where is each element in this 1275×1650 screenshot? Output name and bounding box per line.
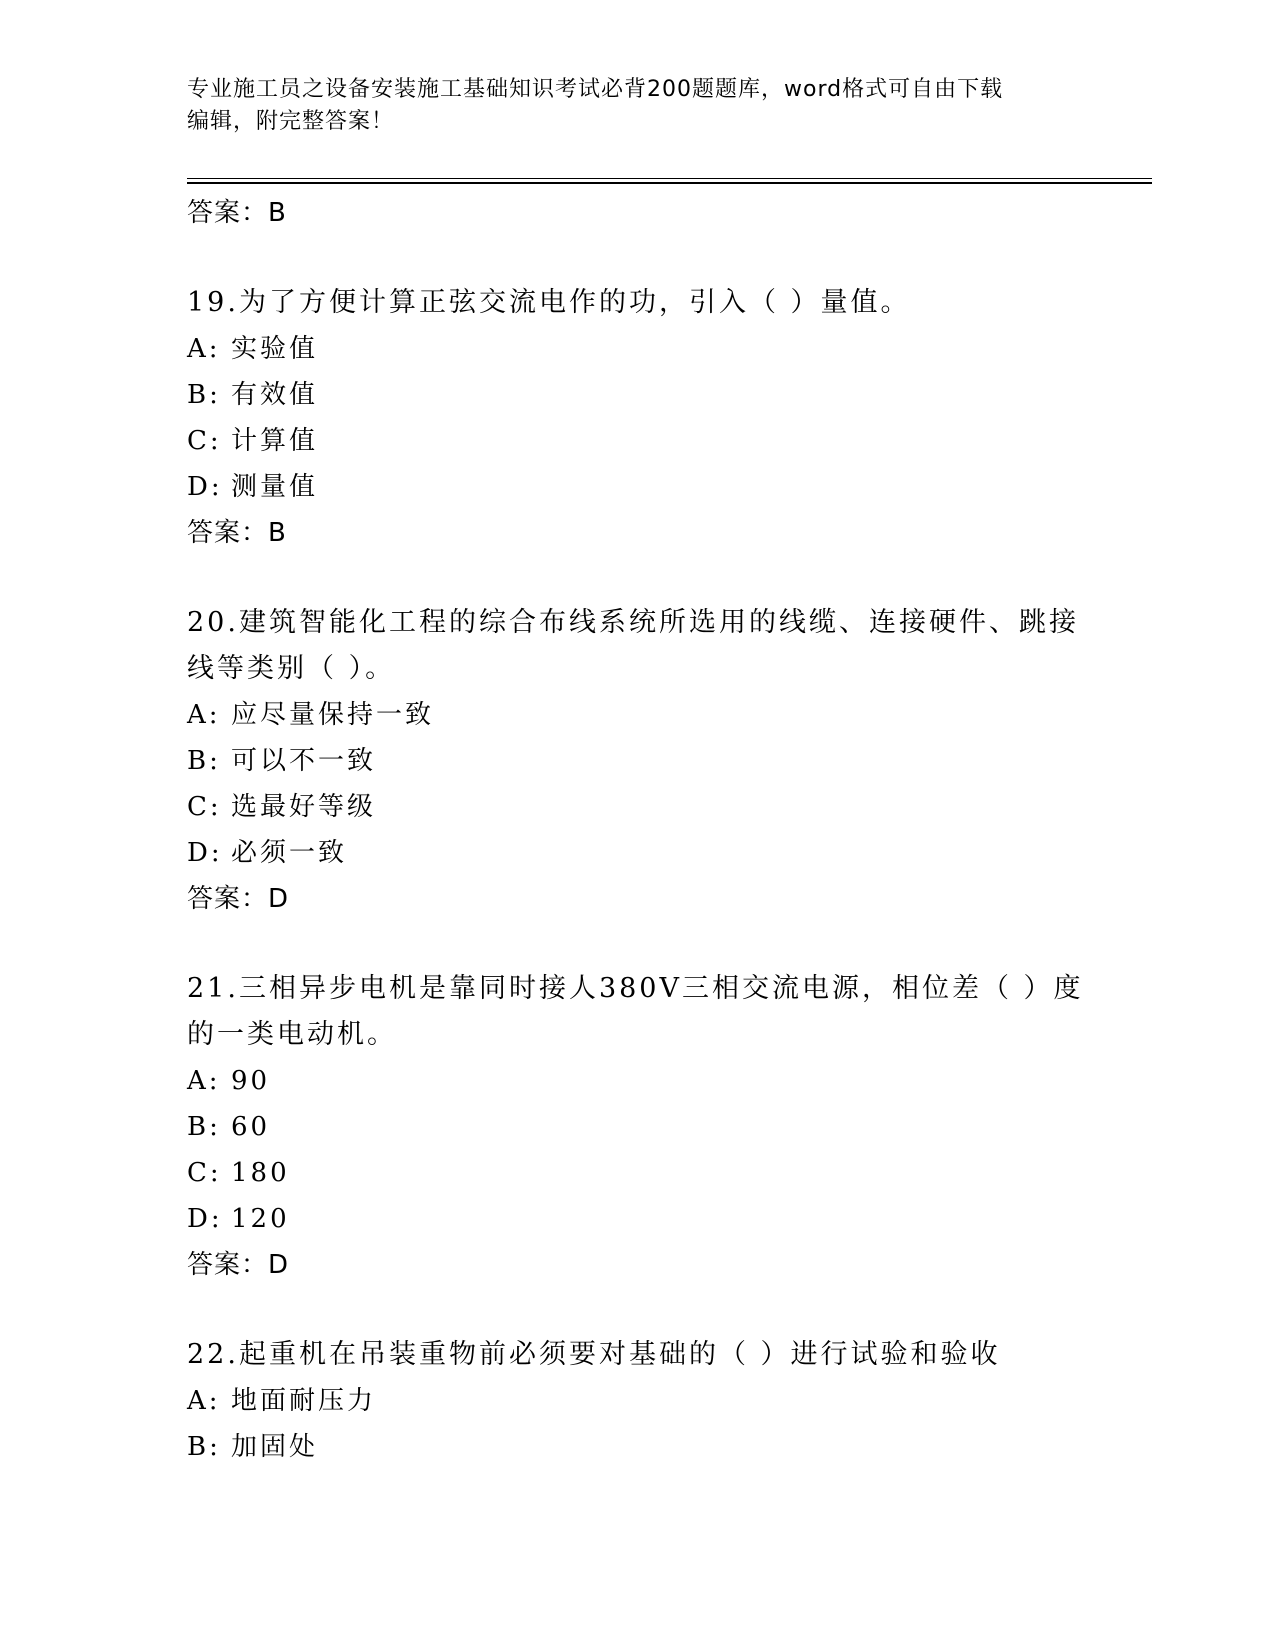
option-letter: B: xyxy=(187,1112,221,1142)
header-line-2: 编辑，附完整答案！ xyxy=(187,109,395,134)
option-letter: D: xyxy=(187,838,223,868)
option-text: 60 xyxy=(231,1112,271,1142)
question-block xyxy=(187,600,1087,922)
option-d xyxy=(187,830,1087,876)
question-text: 19.为了方便计算正弦交流电作的功，引入（ ）量值。 xyxy=(187,287,911,318)
header-line-1: 专业施工员之设备安装施工基础知识考试必背200题题库，word格式可自由下载 xyxy=(187,77,1004,102)
answer-text: 答案：B xyxy=(187,518,287,548)
option-letter: D: xyxy=(187,1204,223,1234)
option-text: 选最好等级 xyxy=(231,792,377,822)
option-text: 加固处 xyxy=(231,1432,319,1462)
option-letter: B: xyxy=(187,380,221,410)
option-letter: D: xyxy=(187,472,223,502)
option-letter: C: xyxy=(187,792,222,822)
option-letter: B: xyxy=(187,746,221,776)
option-letter: A: xyxy=(187,334,221,364)
option-text: 有效值 xyxy=(231,380,319,410)
answer-text: 答案：D xyxy=(187,1250,290,1280)
option-text: 实验值 xyxy=(231,334,319,364)
option-a xyxy=(187,692,1087,738)
option-text: 可以不一致 xyxy=(231,746,377,776)
option-text: 120 xyxy=(231,1204,290,1234)
question-block xyxy=(187,966,1087,1288)
option-c xyxy=(187,418,1087,464)
option-c xyxy=(187,1150,1087,1196)
option-a xyxy=(187,1378,1087,1424)
spacer xyxy=(187,922,1087,966)
document-header xyxy=(187,74,1087,138)
option-b xyxy=(187,1104,1087,1150)
header-divider-thick xyxy=(187,182,1152,184)
option-letter: A: xyxy=(187,1386,221,1416)
option-letter: B: xyxy=(187,1432,221,1462)
spacer xyxy=(187,236,1087,280)
option-b xyxy=(187,738,1087,784)
option-text: 测量值 xyxy=(231,472,319,502)
header-divider-thin xyxy=(187,178,1152,179)
option-letter: C: xyxy=(187,1158,222,1188)
option-text: 计算值 xyxy=(231,426,319,456)
spacer xyxy=(187,556,1087,600)
option-letter: A: xyxy=(187,700,221,730)
option-a xyxy=(187,326,1087,372)
option-c xyxy=(187,784,1087,830)
option-text: 90 xyxy=(231,1066,271,1096)
option-text: 应尽量保持一致 xyxy=(231,700,435,730)
option-a xyxy=(187,1058,1087,1104)
question-block xyxy=(187,280,1087,556)
option-text: 180 xyxy=(231,1158,290,1188)
option-letter: C: xyxy=(187,426,222,456)
previous-answer: 答案：B xyxy=(187,198,287,228)
option-text: 必须一致 xyxy=(231,838,348,868)
option-b xyxy=(187,1424,1087,1470)
question-block xyxy=(187,1332,1087,1470)
spacer xyxy=(187,1288,1087,1332)
question-list xyxy=(187,190,1087,1470)
option-letter: A: xyxy=(187,1066,221,1096)
option-d xyxy=(187,1196,1087,1242)
question-text: 22.起重机在吊装重物前必须要对基础的（ ）进行试验和验收 xyxy=(187,1339,1001,1370)
option-text: 地面耐压力 xyxy=(231,1386,377,1416)
answer-text: 答案：D xyxy=(187,884,290,914)
question-text: 21.三相异步电机是靠同时接人380V三相交流电源，相位差（ ）度的一类电动机。 xyxy=(187,973,1084,1050)
option-d xyxy=(187,464,1087,510)
option-b xyxy=(187,372,1087,418)
question-text: 20.建筑智能化工程的综合布线系统所选用的线缆、连接硬件、跳接线等类别（ ）。 xyxy=(187,607,1079,684)
